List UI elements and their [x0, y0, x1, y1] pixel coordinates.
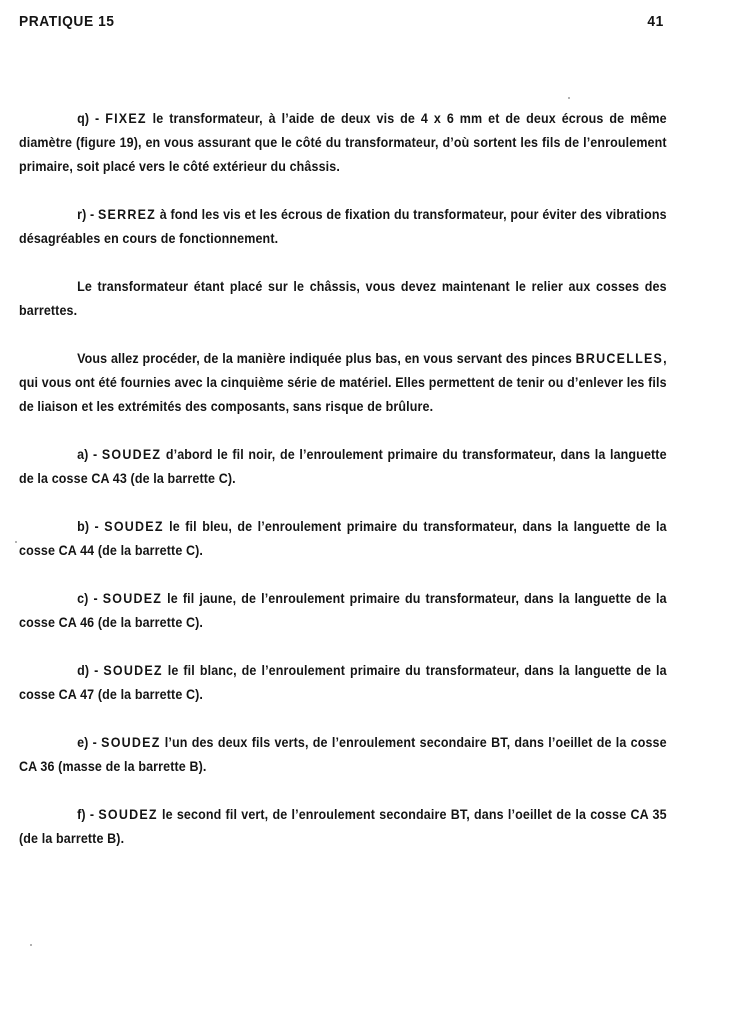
running-header-title: PRATIQUE 15: [19, 12, 115, 30]
step-keyword: SERREZ: [97, 207, 157, 223]
body-text: [19, 107, 667, 851]
step-keyword: SOUDEZ: [98, 807, 158, 823]
paragraph-text: d’abord le fil noir, de l’enroulement primaire du transformateur, dans la languette de la cosse CA 43 (de la barrette C).: [19, 447, 667, 487]
paragraph-text: le fil jaune, de l’enroulement primaire du transformateur, dans la languette de la cosse CA 46 (de la barrette C).: [19, 591, 667, 631]
step-label: q) -: [77, 111, 106, 127]
paragraph-e-soudez: [19, 731, 667, 779]
paragraph-text-before: Vous allez procéder, de la manière indiquée plus bas, en vous servant des pinces: [77, 351, 576, 367]
paragraph-transformer-placed: [19, 275, 667, 323]
paragraph-text: Le transformateur étant placé sur le châssis, vous devez maintenant le relier aux cosses des barrettes.: [19, 279, 667, 319]
paragraph-c-soudez: [19, 587, 667, 635]
paragraph-text: l’un des deux fils verts, de l’enroulement secondaire BT, dans l’oeillet de la cosse CA 36 (masse de la barrette B).: [19, 735, 667, 775]
scan-speck: [15, 541, 17, 543]
step-label: r) -: [77, 207, 98, 223]
paragraph-text: le fil bleu, de l’enroulement primaire du transformateur, dans la languette de la cosse CA 44 (de la barrette C).: [19, 519, 667, 559]
paragraph-brucelles: [19, 347, 667, 419]
paragraph-text: le second fil vert, de l’enroulement secondaire BT, dans l’oeillet de la cosse CA 35 (de la barrette B).: [19, 807, 667, 847]
step-keyword: SOUDEZ: [101, 735, 161, 751]
step-label: d) -: [77, 663, 104, 679]
step-keyword: SOUDEZ: [104, 519, 164, 535]
step-label: b) -: [77, 519, 105, 535]
step-keyword: SOUDEZ: [102, 591, 163, 607]
paragraph-text: le fil blanc, de l’enroulement primaire du transformateur, dans la languette de la cosse CA 47 (de la barrette C).: [19, 663, 667, 703]
paragraph-q-fixez: [19, 107, 667, 179]
emphasis-brucelles: BRUCELLES: [575, 351, 664, 367]
scan-speck: [30, 944, 32, 946]
page-number: 41: [647, 12, 664, 30]
scan-speck: [568, 97, 570, 99]
paragraph-text: , qui vous ont été fournies avec la cinquième série de matériel. Elles permettent de tenir ou d’enlever les fils de liaison et les extrémités des composants, sans risque de brûlure.: [19, 351, 667, 415]
step-label: e) -: [77, 735, 102, 751]
step-keyword: FIXEZ: [105, 111, 147, 127]
paragraph-text: le transformateur, à l’aide de deux vis de 4 x 6 mm et de deux écrous de même diamètre (figure 19), en vous assurant que le côté du transformateur, d’où sortent les fils de l’enroulement primaire, soit placé vers le côté extérieur du châssis.: [19, 111, 667, 175]
paragraph-b-soudez: [19, 515, 667, 563]
paragraph-text: à fond les vis et les écrous de fixation du transformateur, pour éviter des vibrations désagréables en cours de fonctionnement.: [19, 207, 667, 247]
paragraph-a-soudez: [19, 443, 667, 491]
page-header: [19, 10, 664, 32]
paragraph-f-soudez: [19, 803, 667, 851]
paragraph-r-serrez: [19, 203, 667, 251]
step-label: f) -: [77, 807, 99, 823]
step-keyword: SOUDEZ: [101, 447, 162, 463]
paragraph-d-soudez: [19, 659, 667, 707]
step-keyword: SOUDEZ: [103, 663, 163, 679]
step-label: a) -: [77, 447, 102, 463]
step-label: c) -: [77, 591, 103, 607]
